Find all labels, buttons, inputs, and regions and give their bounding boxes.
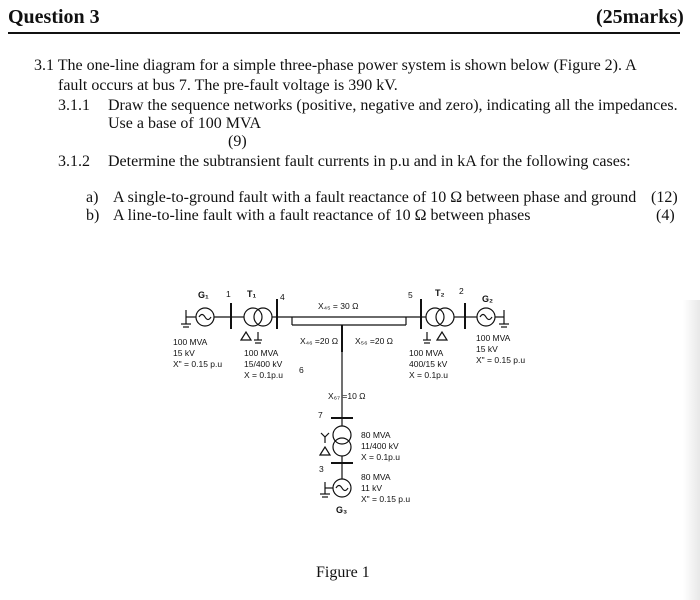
q311-line2: Use a base of 100 MVA: [108, 115, 262, 132]
q311-line1: Draw the sequence networks (positive, negative and zero), indicating all the impedances.: [108, 97, 678, 114]
g2-rating: 100 MVA: [476, 333, 511, 343]
g3-rating: 80 MVA: [361, 472, 391, 482]
bus-1-label: 1: [226, 289, 231, 299]
question-title: Question 3: [8, 6, 100, 28]
question-marks: (25marks): [596, 6, 684, 28]
g1-reactance: X" = 0.15 p.u: [173, 359, 223, 369]
bus-7-label: 7: [318, 410, 323, 420]
q31-line1: 3.1 The one-line diagram for a simple three-phase power system is shown below (Figure 2). A: [34, 57, 637, 74]
q311-marks: (9): [228, 133, 247, 150]
t1-label: T₁: [247, 289, 257, 299]
g1-rating: 100 MVA: [173, 337, 208, 347]
x46-label: X₄₆ =20 Ω: [300, 336, 339, 346]
bus-2-label: 2: [459, 286, 464, 296]
page-edge-shadow: [683, 300, 700, 600]
transformer-t2-symbol: [421, 308, 465, 343]
q31-line2: fault occurs at bus 7. The pre-fault voltage is 390 kV.: [58, 77, 398, 94]
t2-voltage: 400/15 kV: [409, 359, 448, 369]
t2-label: T₂: [435, 288, 445, 298]
g3-reactance: X" = 0.15 p.u: [361, 494, 411, 504]
t3-voltage: 11/400 kV: [361, 441, 399, 451]
generator-g3-symbol: [320, 463, 351, 497]
case-b-text: A line-to-line fault with a fault reactance of 10 Ω between phases: [113, 207, 531, 224]
g2-voltage: 15 kV: [476, 344, 498, 354]
x56-label: X₅₆ =20 Ω: [355, 336, 394, 346]
bus-4-label: 4: [280, 292, 285, 302]
t1-rating: 100 MVA: [244, 348, 279, 358]
q312-text: Determine the subtransient fault currents in p.u and in kA for the following cases:: [108, 153, 631, 170]
g1-label: G₁: [198, 290, 209, 300]
t3-reactance: X = 0.1p.u: [361, 452, 400, 462]
t1-voltage: 15/400 kV: [244, 359, 283, 369]
transformer-t3-symbol: [320, 418, 351, 463]
q311-number: 3.1.1: [58, 97, 90, 114]
g2-reactance: X" = 0.15 p.u: [476, 355, 526, 365]
q312-number: 3.1.2: [58, 153, 90, 170]
bus-5-label: 5: [408, 290, 413, 300]
generator-g1-symbol: [181, 308, 231, 327]
t3-rating: 80 MVA: [361, 430, 391, 440]
transformer-t1-symbol: [231, 308, 277, 343]
case-a-letter: a): [86, 189, 99, 206]
g3-voltage: 11 kV: [361, 483, 383, 493]
case-b-letter: b): [86, 207, 100, 224]
figure-caption: Figure 1: [316, 564, 370, 581]
g3-label: G₃: [336, 505, 348, 515]
t2-rating: 100 MVA: [409, 348, 444, 358]
x45-label: X₄₅ = 30 Ω: [318, 301, 359, 311]
t2-reactance: X = 0.1p.u: [409, 370, 448, 380]
t1-reactance: X = 0.1p.u: [244, 370, 283, 380]
g1-voltage: 15 kV: [173, 348, 195, 358]
case-a-text: A single-to-ground fault with a fault reactance of 10 Ω between phase and ground: [113, 189, 637, 206]
x67-label: X₆₇ =10 Ω: [328, 391, 366, 401]
case-a-marks: (12): [651, 189, 678, 206]
bus-6-label: 6: [299, 365, 304, 375]
g2-label: G₂: [482, 294, 493, 304]
bus-3-label: 3: [319, 464, 324, 474]
case-b-marks: (4): [656, 207, 675, 224]
generator-g2-symbol: [465, 308, 509, 327]
